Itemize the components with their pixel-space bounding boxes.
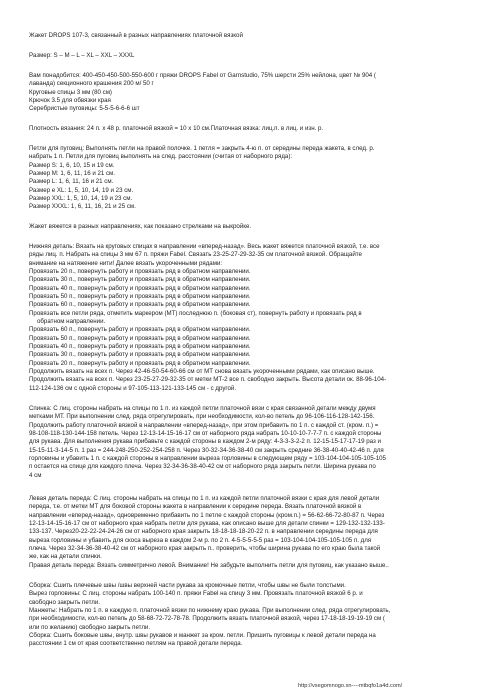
left-front-line: 12-13-14-15-16-17 см от наборного края набрать петли для рукава, как описано выше для детали спинки = 129-132-132-133- xyxy=(29,520,385,527)
sizes-line: Размер: S – M – L – XL – XXL – XXXL xyxy=(29,52,135,59)
materials-line: лаванда) секционного крашения 200 м/ 50 г xyxy=(29,80,154,87)
left-front-line: плеча. Через 32-34-36-38-40-42 см от наборного края закрыть п.. проверить, чтобы ширина рукава по его краю была такой xyxy=(29,545,381,552)
left-front-line: же, как на детали спинки. xyxy=(29,553,102,560)
size-xxl-line: Размер XXL: 1, 5, 10, 14, 19 и 23 см. xyxy=(29,195,133,202)
short-row-line: Провязать 30 п., повернуть работу и провязать ряд в обратном направлении. xyxy=(29,351,251,358)
assembly-line: Манжеты: Набрать по 1 п. в каждую п. платочной вязки по нижнему краю рукава. При выполнении след. ряда отрегулировать, xyxy=(29,607,391,614)
left-front-line: 133-137. Через20-22-22-24-24-26 см от наборного края закрыть 18-18-18-18-20-22 п. в направлении середины переда для xyxy=(29,528,378,535)
assembly-line: Вырез горловины: С лиц. стороны набрать 100-140 п. пряжи Fabel на спицу 3 мм. Провязать платочной вязкой 6 р. и xyxy=(29,590,363,597)
lower-part-line: Продолжить вязать на всех п. Через 42-46-50-54-60-66 см от МТ снова вязать укороченными рядами, как описано выше. xyxy=(29,368,375,375)
short-row-line: Провязать все петли ряда, отметить маркером (МТ) последнюю п. (боковая ст), повернуть работу и провязать ряд в xyxy=(29,310,362,317)
short-row-line: Провязать 30 п., повернуть работу и провязать ряд в обратном направлении. xyxy=(29,276,251,283)
back-line: Спинка: С лиц. стороны набрать на спицы по 1 п. из каждой петли платочной вязи с края связанной детали между двумя xyxy=(29,405,376,412)
size-xl-line: Размер е XL: 1, 5, 10, 14, 19 и 23 см. xyxy=(29,187,134,194)
short-row-line: Провязать 40 п., повернуть работу и провязать ряд в обратном направлении. xyxy=(29,343,251,350)
assembly-line: при необходимости, кол-во петель до 58-68-72-72-78-78. Продолжить вязать платочной вязкой, через 17-18-18-19-19-19 см ( xyxy=(29,615,385,622)
materials-line: Крючок 3.5 для обвязки края xyxy=(29,97,111,104)
left-front-line: переда, т.е. от метки МТ для боковой стороны жакета в направлении к середине переда. Вязать платочной вязкой в xyxy=(29,503,362,510)
lower-part-line: ряды лиц. п. Набрать на спицы 3 мм 67 п. пряжи Fabel. Связать 23-25-27-29-32-35 см платочной вязкой. Обращайте xyxy=(29,251,362,258)
materials-line: Серебристые пуговицы: 5-5-5-6-6-6 шт xyxy=(29,105,140,112)
gauge-line: Плотность вязания: 24 п. х 48 р. платочной вязкой = 10 х 10 см.Платочная вязка: лиц.п. в лиц. и изн. р. xyxy=(29,125,324,132)
size-l-line: Размер L: 1, 6, 11, 16 и 21 см. xyxy=(29,178,114,185)
assembly-line: Сборка: Сшить плечевые швы /швы верхней части рукава за кромочные петли, чтобы швы не были толстыми. xyxy=(29,582,346,589)
short-row-line: Провязать 20 п., повернуть работу и провязать ряд в обратном направлении. xyxy=(29,268,251,275)
right-front-line: Правая деталь переда: Вязать симметрично левой. Внимание! Не забудьте выполнить петли для пуговиц, как указано выше.. xyxy=(29,562,389,569)
short-row-line: Провязать 60 п., повернуть работу и провязать ряд в обратном направлении. xyxy=(29,326,251,333)
left-front-line: направлении «вперед-назад», одновременно прибавить по 1 петле с каждой стороны (кром.п.) = 56-62-66-72-80-87 п. Через xyxy=(29,512,385,519)
short-row-line: Провязать 50 п., повернуть работу и провязать ряд в обратном направлении. xyxy=(29,293,251,300)
short-row-line: обратном направлении. xyxy=(37,318,106,325)
back-line: 4 см xyxy=(29,472,42,479)
directions-note: Жакет вяжется в разных направлениях, как показано стрелками на выкройке. xyxy=(29,223,252,230)
back-line: горловины и убавить 1 п. с каждой стороны в направлении выреза горловины в следующем ряду = 103-104-104-105-105-105 xyxy=(29,455,386,462)
back-line: 15-15-11-3-14-5 п. 1 раз = 244-248-250-252-254-258 п. Через 30-32-34-36-38-40 см закрыть средние 36-38-40-40-42-46 п. для xyxy=(29,447,384,454)
buttonholes-line: набрать 1 п. Петли для пуговиц выполнять на след. расстоянии (считая от наборного ряда): xyxy=(29,153,293,160)
lower-part-line: Продолжить вязать на всех п. Через 23-25-27-29-32-35 от метки МТ-2 все п. свободно закрыть. Высота детали ок. 88-96-104- xyxy=(29,376,387,383)
back-line: Продолжить работу платочной вязкой в направлении «вперед-назад», при этом прибавить по 1 п. с каждой ст. (кром. п.) = xyxy=(29,422,379,429)
short-row-line: Провязать 60 п., повернуть работу и провязать ряд в обратном направлении. xyxy=(29,301,251,308)
back-line: 98-108-118-130-144-158 петель. Через 12-13-14-15-16-17 см от наборного ряда набрать 10-10-10-7-7-7 п. с каждой стороны xyxy=(29,430,382,437)
size-m-line: Размер M: 1, 6, 11, 16 и 21 см. xyxy=(29,170,115,177)
lower-part-line: Нижняя деталь: Вязать на круговых спицах в направлении «вперед-назад». Весь жакет вяжется платочной вязкой, т.е. все xyxy=(29,243,380,250)
size-s-line: Размер S: 1, 6, 10, 15 и 19 см. xyxy=(29,162,115,169)
document-title: Жакет DROPS 107-3, связанный в разных направлениях платочной вязкой xyxy=(29,32,243,39)
left-front-line: Левая деталь переда: С лиц. стороны набрать на спицы по 1 п. из каждой петли платочной вязки с края для левой детали xyxy=(29,495,380,502)
back-line: метками МТ. При выполнении след. ряда отрегулировать, при необходимости, кол-во петель до 96-106-116-128-142-156. xyxy=(29,413,375,420)
back-line: п остается на спице для каждого плеча. Через 32-34-36-38-40-42 см от наборного ряда закрыть петли. Ширина рукава по xyxy=(29,463,376,470)
short-row-line: Провязать 50 п., повернуть работу и провязать ряд в обратном направлении. xyxy=(29,335,251,342)
lower-part-line: 112-124-136 см с одной стороны и 97-105-113-121-133-145 см - с другой. xyxy=(29,385,237,392)
back-line: для рукава. Для выполнения рукава прибавьте с каждой стороны в каждом 2-м ряду: 4-3-3-3-2-2 п. 12-15-15-17-17-19 раз и xyxy=(29,438,381,445)
assembly-line: свободно закрыть петли. xyxy=(29,599,100,606)
buttonholes-line: Петли для пуговиц: Выполнять петли на правой полочке. 1 петля = закрыть 4-ю п. от середины переда жакета, в след. р. xyxy=(29,145,375,152)
assembly-line: Сборка: Сшить боковые швы, внутр. швы рукавов и манжет за кром. петли. Пришить пуговицы к левой детали переда на xyxy=(29,632,376,639)
left-front-line: выреза горловины и убавить для скоса выреза в каждом 2-м р. по 2 п. 4-5-5-5-5-5 раз = 103-104-104-105-105-105 п. для xyxy=(29,537,372,544)
short-row-line: Провязать 20 п., повернуть работу и провязать ряд в обратном направлении. xyxy=(29,360,251,367)
materials-line: Круговые спицы 3 мм (80 см) xyxy=(29,89,112,96)
lower-part-line: внимание на натяжение нити! Далее вязать укороченными рядами: xyxy=(29,260,223,267)
materials-line: Вам понадобится: 400-450-450-500-550-600 г пряжи DROPS Fabel от Garnstudio, 75% шерсти 25% нейлона, цвет № 904 ( xyxy=(29,72,376,79)
assembly-line: расстоянии 1 см от края соответственно петлям на правой детали переда. xyxy=(29,640,243,647)
size-xxxl-line: Размер XXXL: 1, 6, 11, 16, 21 и 25 см. xyxy=(29,203,136,210)
short-row-line: Провязать 40 п., повернуть работу и провязать ряд в обратном направлении. xyxy=(29,285,251,292)
assembly-line: или по желанию) свободно закрыть петли. xyxy=(29,624,151,631)
footer-url[interactable]: http://vsegomnogo.xn----mtbqfo1a4d.com/ xyxy=(298,683,403,689)
